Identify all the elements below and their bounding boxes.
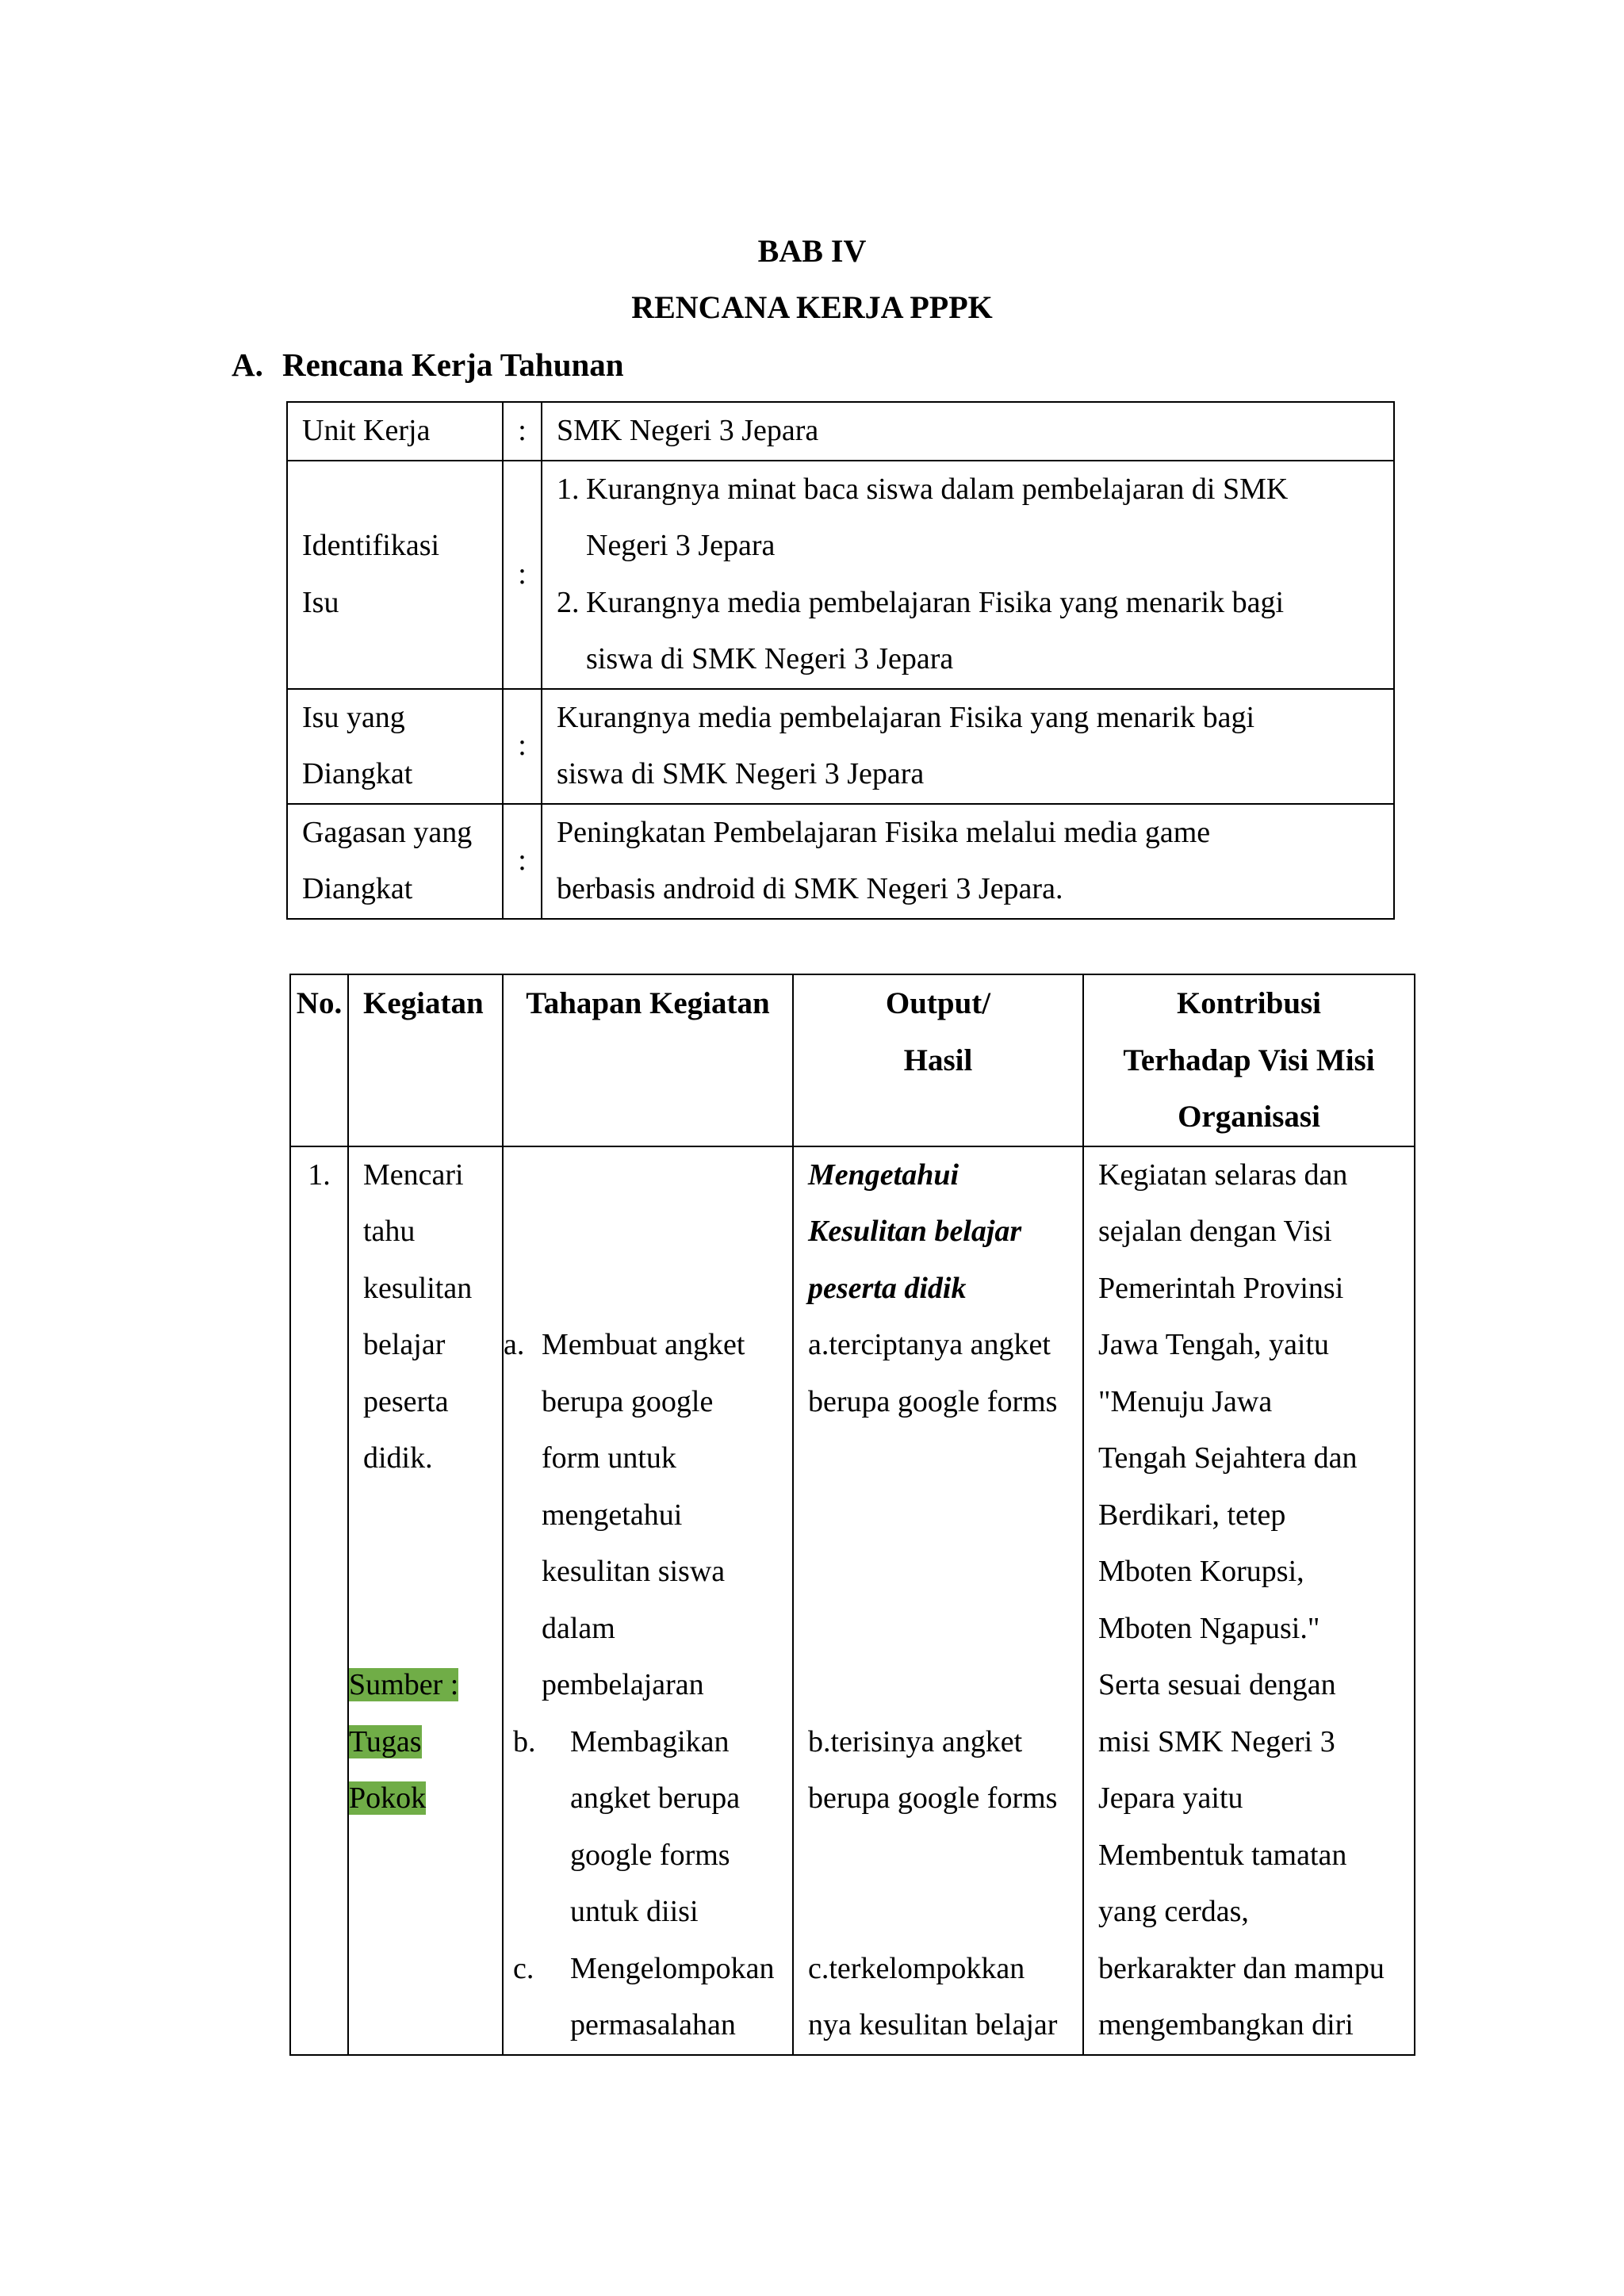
unit-kerja-label: Unit Kerja <box>287 402 503 461</box>
item-text-line2: Negeri 3 Jepara <box>586 529 776 562</box>
info-table <box>286 401 1395 920</box>
output-line: c.terkelompokkan <box>808 1951 1025 1985</box>
kontribusi-line: yang cerdas, <box>1098 1895 1249 1928</box>
step-item <box>504 1714 792 1941</box>
kontribusi-line: Jepara yaitu <box>1098 1781 1243 1815</box>
isu-value-line2: siswa di SMK Negeri 3 Jepara <box>557 757 925 790</box>
section-letter: A. <box>232 346 263 383</box>
table-row <box>290 1146 1415 2055</box>
step-marker: b. <box>513 1724 536 1758</box>
kontribusi-line: Kegiatan selaras dan <box>1098 1158 1348 1192</box>
isu-diangkat-value <box>542 689 1394 804</box>
output-line: nya kesulitan belajar <box>808 2008 1058 2042</box>
isu-label-line2: Diangkat <box>302 757 413 790</box>
sumber-line: Pokok <box>349 1781 427 1815</box>
plan-table <box>289 974 1415 2056</box>
header-kontribusi <box>1083 974 1415 1146</box>
output-line: berupa google forms <box>808 1781 1058 1815</box>
header-no: No. <box>290 974 348 1146</box>
step-marker: a. <box>504 1328 525 1361</box>
kegiatan-line: peserta <box>363 1384 449 1418</box>
step-line: Mengelompokan <box>570 1951 775 1985</box>
identifikasi-label <box>287 461 503 689</box>
header-output-line1: Output/ <box>885 986 991 1020</box>
identifikasi-list <box>542 461 1394 689</box>
header-kegiatan: Kegiatan <box>348 974 503 1146</box>
step-line: mengetahui <box>542 1498 683 1532</box>
sumber-line: Sumber : <box>349 1668 459 1701</box>
step-line: untuk diisi <box>570 1895 699 1928</box>
gagasan-value-line2: berbasis android di SMK Negeri 3 Jepara. <box>557 872 1063 905</box>
step-line: angket berupa <box>570 1781 741 1815</box>
kontribusi-line: mengembangkan diri <box>1098 2008 1354 2042</box>
kontribusi-line: Pemerintah Provinsi <box>1098 1271 1344 1305</box>
item-number: 2. <box>557 585 580 619</box>
colon: : <box>503 804 542 919</box>
isu-diangkat-label <box>287 689 503 804</box>
section-title: Rencana Kerja Tahunan <box>282 346 624 383</box>
gagasan-value <box>542 804 1394 919</box>
header-tahapan: Tahapan Kegiatan <box>503 974 793 1146</box>
table-header-row <box>290 974 1415 1146</box>
step-line: pembelajaran <box>542 1668 704 1701</box>
colon: : <box>503 461 542 689</box>
kontribusi-line: "Menuju Jawa <box>1098 1384 1273 1418</box>
tahapan-cell <box>503 1146 793 2055</box>
gagasan-label <box>287 804 503 919</box>
kegiatan-line: kesulitan <box>363 1271 473 1305</box>
kontribusi-line: Jawa Tengah, yaitu <box>1098 1328 1330 1361</box>
kegiatan-line: belajar <box>363 1328 446 1361</box>
step-item <box>504 1317 792 1714</box>
step-line: google forms <box>570 1838 730 1872</box>
step-line: Membuat angket <box>542 1328 745 1361</box>
identifikasi-label-line1: Identifikasi <box>302 529 440 562</box>
isu-label-line1: Isu yang <box>302 700 405 734</box>
gagasan-label-line2: Diangkat <box>302 872 413 905</box>
unit-kerja-value: SMK Negeri 3 Jepara <box>542 402 1394 461</box>
table-row <box>287 461 1394 689</box>
step-item <box>504 1941 792 2054</box>
list-item <box>557 461 1385 575</box>
isu-value-line1: Kurangnya media pembelajaran Fisika yang menarik bagi <box>557 700 1255 734</box>
section-heading <box>232 342 624 387</box>
row-number: 1. <box>290 1146 348 2055</box>
step-marker: c. <box>513 1951 534 1985</box>
step-line: kesulitan siswa <box>542 1555 726 1588</box>
kontribusi-line: misi SMK Negeri 3 <box>1098 1724 1335 1758</box>
kontribusi-line: Mboten Korupsi, <box>1098 1555 1304 1588</box>
output-line: berupa google forms <box>808 1384 1058 1418</box>
table-row <box>287 804 1394 919</box>
item-number: 1. <box>557 472 580 506</box>
identifikasi-label-line2: Isu <box>302 585 339 619</box>
table-row <box>287 402 1394 461</box>
colon: : <box>503 689 542 804</box>
header-kontribusi-line3: Organisasi <box>1178 1100 1320 1134</box>
step-line: Membagikan <box>570 1724 730 1758</box>
chapter-heading: BAB IV <box>757 233 867 269</box>
colon: : <box>503 402 542 461</box>
output-heading-line: Kesulitan belajar <box>808 1215 1022 1248</box>
list-item <box>557 575 1385 688</box>
output-heading-line: Mengetahui <box>808 1158 959 1192</box>
step-line: berupa google <box>542 1384 714 1418</box>
table-row <box>287 689 1394 804</box>
item-text-line2: siswa di SMK Negeri 3 Jepara <box>586 642 954 675</box>
header-output-line2: Hasil <box>903 1043 973 1077</box>
sumber-line: Tugas <box>349 1724 422 1758</box>
output-line: a.terciptanya angket <box>808 1328 1051 1361</box>
output-heading-line: peserta didik <box>808 1271 967 1305</box>
kontribusi-line: Berdikari, tetep <box>1098 1498 1286 1532</box>
header-output <box>793 974 1083 1146</box>
step-line: dalam <box>542 1611 615 1645</box>
item-text-line1: Kurangnya media pembelajaran Fisika yang menarik bagi <box>586 585 1285 619</box>
kontribusi-line: sejalan dengan Visi <box>1098 1215 1332 1248</box>
kegiatan-line: Mencari <box>363 1158 464 1192</box>
kontribusi-line: Serta sesuai dengan <box>1098 1668 1336 1701</box>
gagasan-value-line1: Peningkatan Pembelajaran Fisika melalui media game <box>557 815 1211 849</box>
kontribusi-line: Tengah Sejahtera dan <box>1098 1441 1358 1475</box>
kegiatan-line: didik. <box>363 1441 433 1475</box>
output-cell <box>793 1146 1083 2055</box>
header-kontribusi-line2: Terhadap Visi Misi <box>1123 1043 1375 1077</box>
kontribusi-line: Membentuk tamatan <box>1098 1838 1347 1872</box>
kegiatan-cell <box>348 1146 503 2055</box>
gagasan-label-line1: Gagasan yang <box>302 815 473 849</box>
header-kontribusi-line1: Kontribusi <box>1176 986 1322 1020</box>
step-line: permasalahan <box>570 2008 736 2042</box>
kontribusi-cell <box>1083 1146 1415 2055</box>
sumber-note <box>349 1657 502 1827</box>
output-line: b.terisinya angket <box>808 1724 1023 1758</box>
item-text-line1: Kurangnya minat baca siswa dalam pembelajaran di SMK <box>586 472 1289 506</box>
kontribusi-line: Mboten Ngapusi." <box>1098 1611 1320 1645</box>
kegiatan-line: tahu <box>363 1215 416 1248</box>
step-line: form untuk <box>542 1441 676 1475</box>
kontribusi-line: berkarakter dan mampu <box>1098 1951 1385 1985</box>
document-title: RENCANA KERJA PPPK <box>631 289 993 325</box>
